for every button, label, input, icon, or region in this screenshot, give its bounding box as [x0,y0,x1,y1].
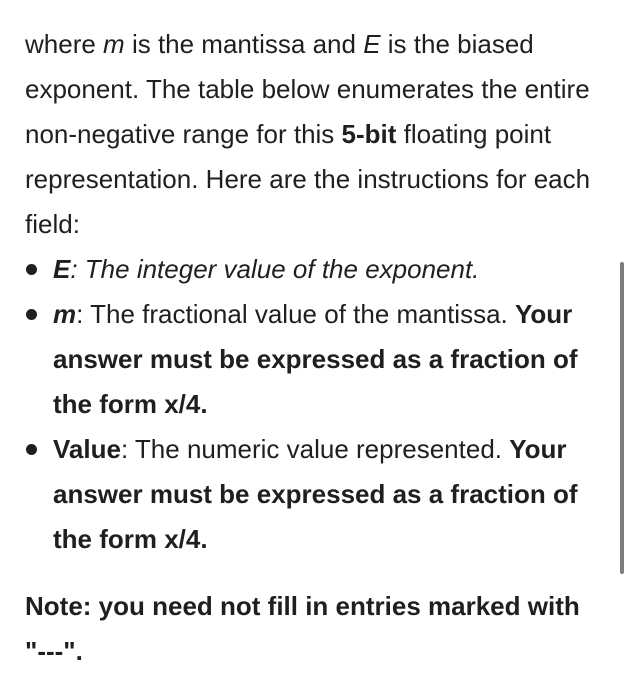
field-label-m: m [53,299,77,329]
scrollbar-thumb[interactable] [620,262,624,574]
bullet-icon [26,309,37,320]
field-label-e: E [53,254,71,284]
note-paragraph: Note: you need not fill in entries marked with "---". [25,591,580,666]
list-item-mantissa: m: The fractional value of the mantissa. Your answer must be expressed as a fraction of the form x/4. [25,292,600,427]
bullet-icon [26,444,37,455]
bullet-icon [26,264,37,275]
field-instructions [25,247,600,562]
list-item-value: Value: The numeric value represented. Your answer must be expressed as a fraction of the form x/4. [25,427,600,562]
bit-width: 5-bit [341,119,397,149]
exponent-symbol: E [363,29,381,59]
field-label-value: Value [53,434,121,464]
answer-format-mantissa: Your answer must be expressed as a fraction of the form x/4. [53,299,578,419]
question-body [25,22,600,674]
answer-format-value: Your answer must be expressed as a fraction of the form x/4. [53,434,578,554]
list-item-exponent: E: The integer value of the exponent. [25,247,600,292]
intro-paragraph: where m is the mantissa and E is the biased exponent. The table below enumerates the entire non-negative range for this 5-bit floating point representation. Here are the instructions for each field: [25,29,591,239]
mantissa-symbol: m [103,29,125,59]
